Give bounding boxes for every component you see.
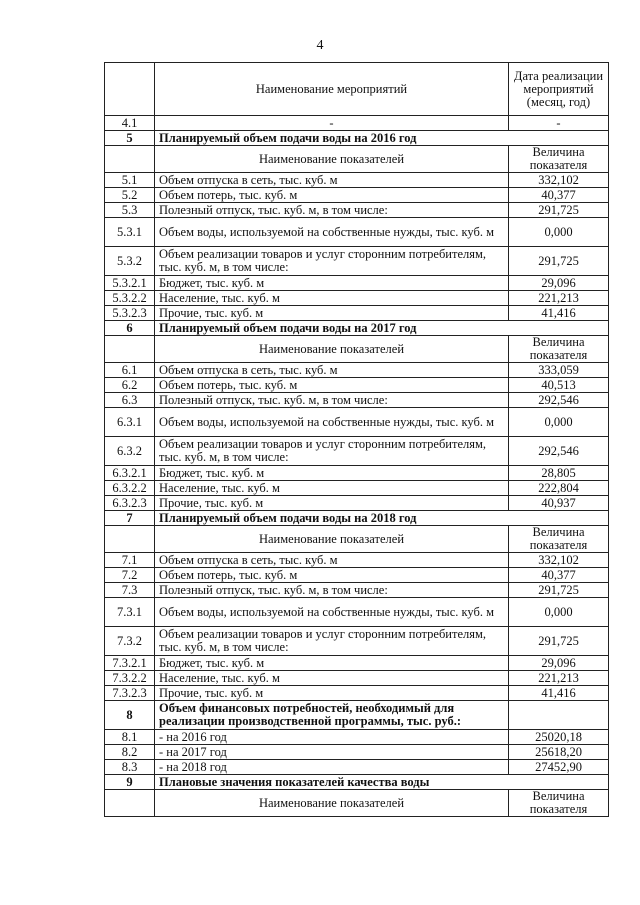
section-title: Планируемый объем подачи воды на 2018 год bbox=[155, 511, 609, 526]
table-row bbox=[105, 116, 609, 131]
row-num: 5.3.1 bbox=[105, 218, 155, 247]
table-row bbox=[105, 218, 609, 247]
row-value: 27452,90 bbox=[509, 760, 609, 775]
section-row bbox=[105, 701, 609, 730]
row-value: 222,804 bbox=[509, 481, 609, 496]
row-name: Полезный отпуск, тыс. куб. м, в том числе: bbox=[155, 203, 509, 218]
row-num: 7.3.2.2 bbox=[105, 671, 155, 686]
row-num: 7.3.2.3 bbox=[105, 686, 155, 701]
row-name: Бюджет, тыс. куб. м bbox=[155, 276, 509, 291]
table-row bbox=[105, 496, 609, 511]
row-name: Объем воды, используемой на собственные нужды, тыс. куб. м bbox=[155, 218, 509, 247]
section-num: 8 bbox=[105, 701, 155, 730]
header-num-cell bbox=[105, 63, 155, 116]
row-num: 5.3.2.1 bbox=[105, 276, 155, 291]
table-row bbox=[105, 745, 609, 760]
table-row bbox=[105, 188, 609, 203]
table-row bbox=[105, 408, 609, 437]
row-num: 8.3 bbox=[105, 760, 155, 775]
row-num: 6.3.2 bbox=[105, 437, 155, 466]
table-row bbox=[105, 363, 609, 378]
section-title: Объем финансовых потребностей, необходимый для реализации производственной программы, тыс. руб.: bbox=[155, 701, 509, 730]
row-value: 41,416 bbox=[509, 306, 609, 321]
row-value: 333,059 bbox=[509, 363, 609, 378]
row-num: 7.2 bbox=[105, 568, 155, 583]
section-num: 9 bbox=[105, 775, 155, 790]
table-row bbox=[105, 306, 609, 321]
section-title: Плановые значения показателей качества воды bbox=[155, 775, 609, 790]
row-value: 291,725 bbox=[509, 247, 609, 276]
indicator-value-header: Величина показателя bbox=[509, 146, 609, 173]
row-num: 5.3 bbox=[105, 203, 155, 218]
table-row bbox=[105, 378, 609, 393]
table-row bbox=[105, 760, 609, 775]
header-num-cell bbox=[105, 146, 155, 173]
header-name-cell: Наименование мероприятий bbox=[155, 63, 509, 116]
table-row bbox=[105, 568, 609, 583]
row-num: 6.3.2.2 bbox=[105, 481, 155, 496]
header-num-cell bbox=[105, 336, 155, 363]
row-num: 8.2 bbox=[105, 745, 155, 760]
indicator-header-row bbox=[105, 336, 609, 363]
row-value: 40,377 bbox=[509, 568, 609, 583]
table-header-row bbox=[105, 63, 609, 116]
row-value: 291,725 bbox=[509, 583, 609, 598]
row-num: 6.3 bbox=[105, 393, 155, 408]
section-value-cell bbox=[509, 701, 609, 730]
row-name: Население, тыс. куб. м bbox=[155, 671, 509, 686]
table-row bbox=[105, 583, 609, 598]
section-title: Планируемый объем подачи воды на 2017 год bbox=[155, 321, 609, 336]
row-name: Бюджет, тыс. куб. м bbox=[155, 656, 509, 671]
header-date-cell: Дата реализации мероприятий (месяц, год) bbox=[509, 63, 609, 116]
section-row bbox=[105, 321, 609, 336]
row-value: 292,546 bbox=[509, 437, 609, 466]
row-name: Население, тыс. куб. м bbox=[155, 291, 509, 306]
row-value: 29,096 bbox=[509, 656, 609, 671]
row-num: 5.2 bbox=[105, 188, 155, 203]
table-row bbox=[105, 656, 609, 671]
row-num: 7.3 bbox=[105, 583, 155, 598]
row-name: Полезный отпуск, тыс. куб. м, в том числе: bbox=[155, 393, 509, 408]
table-row bbox=[105, 203, 609, 218]
indicator-name-header: Наименование показателей bbox=[155, 790, 509, 817]
table-row bbox=[105, 437, 609, 466]
row-name: Объем воды, используемой на собственные нужды, тыс. куб. м bbox=[155, 598, 509, 627]
row-name: - на 2018 год bbox=[155, 760, 509, 775]
row-name: Объем отпуска в сеть, тыс. куб. м bbox=[155, 173, 509, 188]
row-name: Объем реализации товаров и услуг сторонним потребителям, тыс. куб. м, в том числе: bbox=[155, 247, 509, 276]
table-row bbox=[105, 247, 609, 276]
row-name: Полезный отпуск, тыс. куб. м, в том числе: bbox=[155, 583, 509, 598]
indicator-name-header: Наименование показателей bbox=[155, 146, 509, 173]
row-name: - на 2016 год bbox=[155, 730, 509, 745]
row-name: Объем отпуска в сеть, тыс. куб. м bbox=[155, 363, 509, 378]
row-value: 25618,20 bbox=[509, 745, 609, 760]
row-value: 0,000 bbox=[509, 218, 609, 247]
indicator-name-header: Наименование показателей bbox=[155, 336, 509, 363]
row-num: 7.3.1 bbox=[105, 598, 155, 627]
table-row bbox=[105, 627, 609, 656]
indicator-name-header: Наименование показателей bbox=[155, 526, 509, 553]
row-value: 0,000 bbox=[509, 408, 609, 437]
section-row bbox=[105, 775, 609, 790]
row-name: Объем потерь, тыс. куб. м bbox=[155, 378, 509, 393]
table-row bbox=[105, 686, 609, 701]
page-number: 4 bbox=[316, 38, 324, 53]
row-value: 0,000 bbox=[509, 598, 609, 627]
indicator-value-header: Величина показателя bbox=[509, 336, 609, 363]
indicator-header-row bbox=[105, 146, 609, 173]
row-name: Бюджет, тыс. куб. м bbox=[155, 466, 509, 481]
row-name: Прочие, тыс. куб. м bbox=[155, 686, 509, 701]
program-table bbox=[104, 62, 609, 817]
row-value: 292,546 bbox=[509, 393, 609, 408]
section-num: 7 bbox=[105, 511, 155, 526]
row-num: 8.1 bbox=[105, 730, 155, 745]
section-row bbox=[105, 511, 609, 526]
row-name: Объем воды, используемой на собственные нужды, тыс. куб. м bbox=[155, 408, 509, 437]
row-value: - bbox=[509, 116, 609, 131]
indicator-header-row bbox=[105, 790, 609, 817]
table-row bbox=[105, 173, 609, 188]
section-row bbox=[105, 131, 609, 146]
row-name: - на 2017 год bbox=[155, 745, 509, 760]
table-row bbox=[105, 393, 609, 408]
row-num: 5.1 bbox=[105, 173, 155, 188]
row-num: 5.3.2.3 bbox=[105, 306, 155, 321]
header-num-cell bbox=[105, 790, 155, 817]
table-row bbox=[105, 730, 609, 745]
row-value: 25020,18 bbox=[509, 730, 609, 745]
section-num: 6 bbox=[105, 321, 155, 336]
row-name: Прочие, тыс. куб. м bbox=[155, 496, 509, 511]
row-num: 7.3.2 bbox=[105, 627, 155, 656]
row-name: - bbox=[155, 116, 509, 131]
table-row bbox=[105, 481, 609, 496]
row-name: Объем потерь, тыс. куб. м bbox=[155, 568, 509, 583]
header-num-cell bbox=[105, 526, 155, 553]
indicator-value-header: Величина показателя bbox=[509, 790, 609, 817]
section-title: Планируемый объем подачи воды на 2016 год bbox=[155, 131, 609, 146]
row-value: 40,377 bbox=[509, 188, 609, 203]
row-value: 28,805 bbox=[509, 466, 609, 481]
indicator-value-header: Величина показателя bbox=[509, 526, 609, 553]
section-num: 5 bbox=[105, 131, 155, 146]
row-value: 29,096 bbox=[509, 276, 609, 291]
row-value: 221,213 bbox=[509, 291, 609, 306]
row-value: 41,416 bbox=[509, 686, 609, 701]
row-value: 291,725 bbox=[509, 627, 609, 656]
indicator-header-row bbox=[105, 526, 609, 553]
table-row bbox=[105, 276, 609, 291]
row-value: 332,102 bbox=[509, 173, 609, 188]
row-value: 291,725 bbox=[509, 203, 609, 218]
row-num: 5.3.2 bbox=[105, 247, 155, 276]
row-name: Объем реализации товаров и услуг сторонним потребителям, тыс. куб. м, в том числе: bbox=[155, 437, 509, 466]
row-num: 6.2 bbox=[105, 378, 155, 393]
table-row bbox=[105, 598, 609, 627]
row-name: Объем реализации товаров и услуг сторонним потребителям, тыс. куб. м, в том числе: bbox=[155, 627, 509, 656]
row-name: Объем потерь, тыс. куб. м bbox=[155, 188, 509, 203]
row-num: 6.3.2.3 bbox=[105, 496, 155, 511]
row-num: 6.3.1 bbox=[105, 408, 155, 437]
table-row bbox=[105, 671, 609, 686]
row-name: Прочие, тыс. куб. м bbox=[155, 306, 509, 321]
row-value: 40,937 bbox=[509, 496, 609, 511]
row-value: 221,213 bbox=[509, 671, 609, 686]
row-num: 5.3.2.2 bbox=[105, 291, 155, 306]
table-row bbox=[105, 291, 609, 306]
row-num: 6.1 bbox=[105, 363, 155, 378]
row-num: 4.1 bbox=[105, 116, 155, 131]
table-row bbox=[105, 466, 609, 481]
row-name: Население, тыс. куб. м bbox=[155, 481, 509, 496]
row-value: 40,513 bbox=[509, 378, 609, 393]
row-num: 7.3.2.1 bbox=[105, 656, 155, 671]
row-name: Объем отпуска в сеть, тыс. куб. м bbox=[155, 553, 509, 568]
row-num: 6.3.2.1 bbox=[105, 466, 155, 481]
table-row bbox=[105, 553, 609, 568]
row-value: 332,102 bbox=[509, 553, 609, 568]
row-num: 7.1 bbox=[105, 553, 155, 568]
